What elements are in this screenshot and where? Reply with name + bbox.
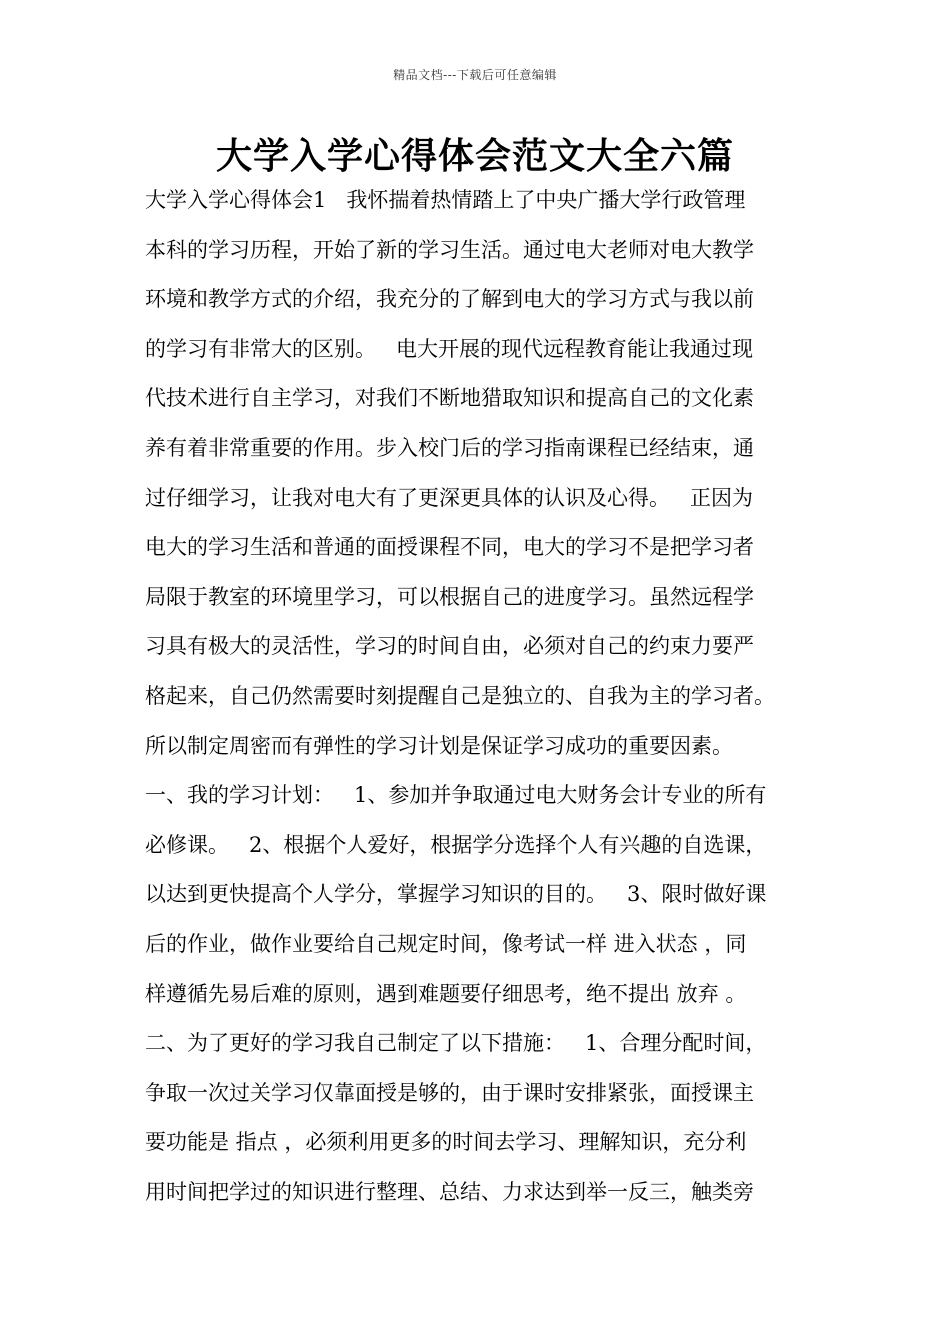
- body-line: 后的作业，做作业要给自己规定时间，像考试一样 进入状态 ，同: [145, 931, 747, 956]
- body-line: 二、为了更好的学习我自己制定了以下措施： 1、合理分配时间，: [145, 1031, 767, 1056]
- body-line: 本科的学习历程，开始了新的学习生活。通过电大老师对电大教学: [145, 237, 754, 262]
- body-line: 养有着非常重要的作用。步入校门后的学习指南课程已经结束，通: [145, 435, 754, 460]
- body-line: 争取一次过关学习仅靠面授是够的，由于课时安排紧张，面授课主: [145, 1080, 754, 1105]
- body-line: 局限于教室的环境里学习，可以根据自己的进度学习。虽然远程学: [145, 584, 754, 609]
- header-note: 精品文档---下载后可任意编辑: [393, 68, 557, 82]
- body-line: 过仔细学习，让我对电大有了更深更具体的认识及心得。 正因为: [145, 485, 754, 510]
- body-line: 习具有极大的灵活性，学习的时间自由，必须对自己的约束力要严: [145, 634, 754, 659]
- body-line: 的学习有非常大的区别。 电大开展的现代远程教育能让我通过现: [145, 336, 754, 361]
- body-line: 格起来，自己仍然需要时刻提醒自己是独立的、自我为主的学习者。: [145, 683, 775, 708]
- body-line: 一、我的学习计划： 1、参加并争取通过电大财务会计专业的所有: [145, 783, 767, 808]
- body-line: 用时间把学过的知识进行整理、总结、力求达到举一反三，触类旁: [145, 1179, 754, 1204]
- body-line: 大学入学心得体会1 我怀揣着热情踏上了中央广播大学行政管理: [145, 188, 746, 212]
- document-title: 大学入学心得体会范文大全六篇: [215, 135, 734, 177]
- body-line: 电大的学习生活和普通的面授课程不同，电大的学习不是把学习者: [145, 535, 754, 560]
- body-line: 代技术进行自主学习，对我们不断地猎取知识和提高自己的文化素: [145, 386, 754, 411]
- body-line: 环境和教学方式的介绍，我充分的了解到电大的学习方式与我以前: [145, 287, 754, 312]
- body-line: 以达到更快提高个人学分，掌握学习知识的目的。 3、限时做好课: [145, 882, 767, 907]
- body-line: 所以制定周密而有弹性的学习计划是保证学习成功的重要因素。: [145, 733, 733, 758]
- body-line: 样遵循先易后难的原则，遇到难题要仔细思考，绝不提出 放弃 。: [145, 981, 747, 1006]
- body-line: 必修课。 2、根据个人爱好，根据学分选择个人有兴趣的自选课，: [145, 832, 767, 857]
- document-body: [145, 186, 825, 1227]
- body-line: 要功能是 指点 ，必须利用更多的时间去学习、理解知识，充分利: [145, 1130, 747, 1155]
